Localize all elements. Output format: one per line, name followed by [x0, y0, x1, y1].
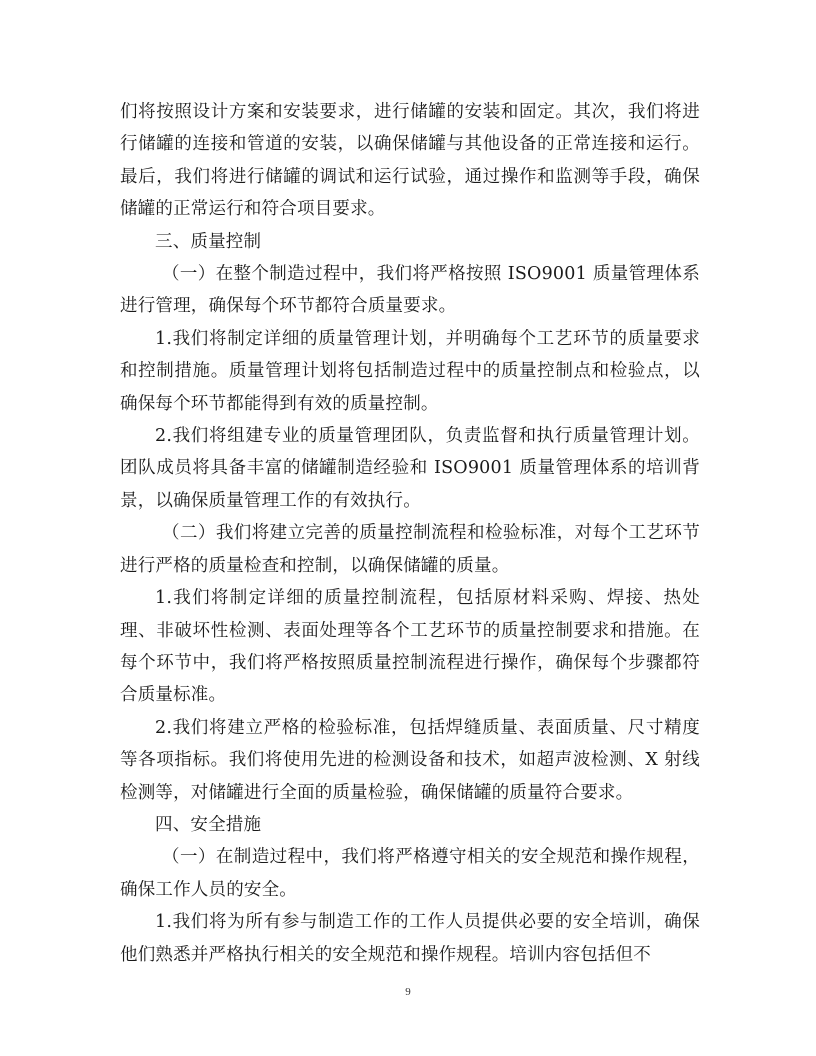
item-2-quality-team: 2.我们将组建专业的质量管理团队，负责监督和执行质量管理计划。团队成员将具备丰富的储罐制造经验和 ISO9001 质量管理体系的培训背景，以确保质量管理工作的有效执行。	[120, 426, 700, 511]
paragraph-continued-installation: 们将按照设计方案和安装要求，进行储罐的安装和固定。其次，我们将进行储罐的连接和管道的安装，以确保储罐与其他设备的正常连接和运行。最后，我们将进行储罐的调试和运行试验，通过操作和监测等手段，确保储罐的正常运行和符合项目要求。	[120, 102, 700, 220]
subsection-2-quality-process: （二）我们将建立完善的质量控制流程和检验标准，对每个工艺环节进行严格的质量检查和控制，以确保储罐的质量。	[120, 523, 700, 576]
section-heading-safety-measures: 四、安全措施	[155, 814, 262, 835]
item-2-inspection-standard: 2.我们将建立严格的检验标准，包括焊缝质量、表面质量、尺寸精度等各项指标。我们将使用先进的检测设备和技术，如超声波检测、X 射线检测等，对储罐进行全面的质量检验，确保储罐的质量符合要求。	[120, 717, 700, 803]
subsection-1-safety-rules: （一）在制造过程中，我们将严格遵守相关的安全规范和操作规程，确保工作人员的安全。	[120, 847, 700, 900]
item-1-safety-training: 1.我们将为所有参与制造工作的工作人员提供必要的安全培训，确保他们熟悉并严格执行相关的安全规范和操作规程。培训内容包括但不	[120, 912, 700, 965]
item-1-quality-plan: 1.我们将制定详细的质量管理计划，并明确每个工艺环节的质量要求和控制措施。质量管理计划将包括制造过程中的质量控制点和检验点，以确保每个环节都能得到有效的质量控制。	[120, 328, 700, 414]
subsection-1-quality-system: （一）在整个制造过程中，我们将严格按照 ISO9001 质量管理体系进行管理，确保每个环节都符合质量要求。	[120, 264, 700, 317]
page-number: 9	[405, 986, 411, 998]
section-heading-quality-control: 三、质量控制	[155, 231, 262, 252]
document-page	[120, 96, 700, 971]
item-1-control-process: 1.我们将制定详细的质量控制流程，包括原材料采购、焊接、热处理、非破坏性检测、表面处理等各个工艺环节的质量控制要求和措施。在每个环节中，我们将严格按照质量控制流程进行操作，确保每个步骤都符合质量标准。	[120, 588, 700, 706]
